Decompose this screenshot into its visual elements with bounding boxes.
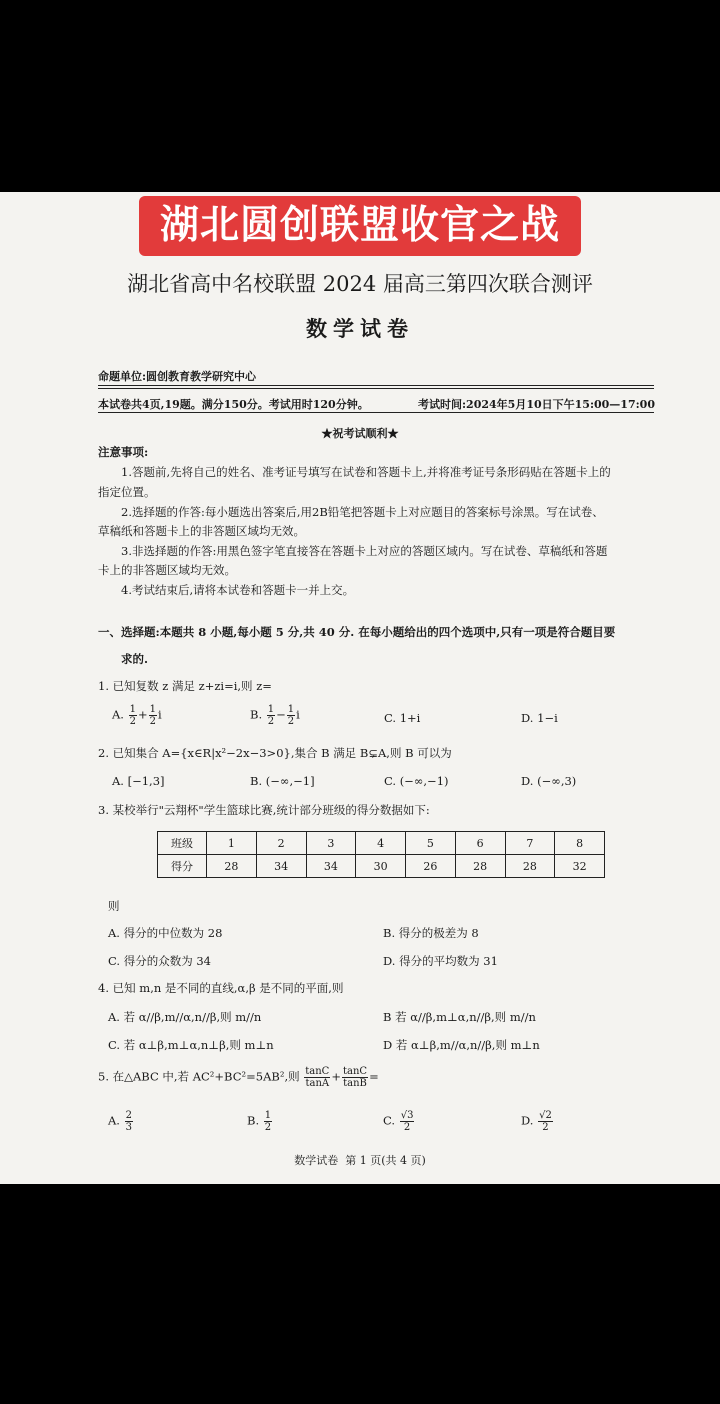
notice-line: 卡上的非答题区域均无效。 (98, 563, 236, 577)
table-cell: 5 (406, 832, 456, 855)
q5-option-b[interactable]: B. $\frac{1}{2}$ (247, 1110, 272, 1133)
table-cell: 6 (455, 832, 505, 855)
divider-top (98, 385, 654, 386)
question-2-stem: 2. 已知集合 A={x∈R|x²−2x−3>0},集合 B 满足 B⊊A,则 B 可以为 (98, 746, 452, 760)
table-cell: 34 (256, 855, 306, 878)
table-row (158, 832, 605, 855)
question-4-stem: 4. 已知 m,n 是不同的直线,α,β 是不同的平面,则 (98, 981, 344, 995)
divider-bottom (98, 412, 654, 413)
q2-option-d[interactable]: D. (−∞,3) (521, 774, 577, 788)
table-cell: 3 (306, 832, 356, 855)
notice-line: 指定位置。 (98, 485, 156, 499)
q5-option-c[interactable]: C. $\frac{√3}{2}$ (383, 1110, 414, 1133)
q3-option-d[interactable]: D. 得分的平均数为 31 (383, 954, 498, 968)
q4-option-d[interactable]: D 若 α⊥β,m//α,n//β,则 m⊥n (383, 1038, 540, 1052)
q2-option-c[interactable]: C. (−∞,−1) (384, 774, 449, 788)
wish-line: ★祝考试顺利★ (321, 427, 399, 440)
table-cell: 班级 (158, 832, 207, 855)
exam-page (0, 192, 720, 1184)
table-cell: 2 (256, 832, 306, 855)
author-unit: 命题单位:圆创教育教学研究中心 (98, 370, 257, 383)
table-cell: 28 (455, 855, 505, 878)
q1-option-c[interactable]: C. 1+i (384, 711, 421, 725)
score-table (157, 831, 605, 878)
notice-line: 1.答题前,先将自己的姓名、准考证号填写在试卷和答题卡上,并将准考证号条形码贴在答题卡上的 (121, 465, 611, 479)
q5-option-a[interactable]: A. $\frac{2}{3}$ (108, 1110, 132, 1133)
q1-option-b[interactable]: B. $\frac{1}{2}$ − $\frac{1}{2}$ i (250, 704, 300, 727)
q3-option-b[interactable]: B. 得分的极差为 8 (383, 926, 479, 940)
table-cell: 1 (207, 832, 257, 855)
table-cell: 34 (306, 855, 356, 878)
subject-title: 数学试卷 (306, 317, 414, 341)
q2-option-b[interactable]: B. (−∞,−1] (250, 774, 315, 788)
q1-option-a[interactable]: A. $\frac{1}{2}$ + $\frac{1}{2}$ i (112, 704, 162, 727)
q1-option-d[interactable]: D. 1−i (521, 711, 558, 725)
section-heading: 一、选择题:本题共 8 小题,每小题 5 分,共 40 分. 在每小题给出的四个选项中,只有一项是符合题目要 (98, 625, 616, 639)
exam-info-left: 本试卷共4页,19题。满分150分。考试用时120分钟。 (98, 398, 369, 411)
table-cell: 28 (207, 855, 257, 878)
question-3-stem: 3. 某校举行"云翔杯"学生篮球比赛,统计部分班级的得分数据如下: (98, 803, 430, 817)
section-heading-cont: 求的. (121, 652, 149, 666)
table-cell: 得分 (158, 855, 207, 878)
notice-heading: 注意事项: (98, 445, 149, 459)
q5-option-d[interactable]: D. $\frac{√2}{2}$ (521, 1110, 552, 1133)
table-cell: 8 (555, 832, 605, 855)
question-5-stem: 5. 在△ABC 中,若 AC²+BC²=5AB²,则 $\frac{\tan C}{\tan A}$ + $\frac{\tan C}{\tan B}$ = (98, 1066, 379, 1089)
page-footer: 数学试卷 第 1 页(共 4 页) (294, 1154, 426, 1167)
q3-then: 则 (108, 899, 120, 913)
notice-line: 3.非选择题的作答:用黑色签字笔直接答在答题卡上对应的答题区域内。写在试卷、草稿纸和答题 (121, 544, 608, 558)
exam-info-right: 考试时间:2024年5月10日下午15:00—17:00 (418, 398, 655, 411)
table-cell: 32 (555, 855, 605, 878)
table-cell: 28 (505, 855, 555, 878)
table-cell: 30 (356, 855, 406, 878)
notice-line: 草稿纸和答题卡上的非答题区域均无效。 (98, 524, 305, 538)
q3-option-a[interactable]: A. 得分的中位数为 28 (108, 926, 223, 940)
notice-line: 4.考试结束后,请将本试卷和答题卡一并上交。 (121, 583, 355, 597)
exam-title: 湖北省高中名校联盟 2024 届高三第四次联合测评 (127, 272, 593, 296)
table-cell: 4 (356, 832, 406, 855)
notice-line: 2.选择题的作答:每小题选出答案后,用2B铅笔把答题卡上对应题目的答案标号涂黑。写在试卷、 (121, 505, 604, 519)
q3-option-c[interactable]: C. 得分的众数为 34 (108, 954, 211, 968)
promo-banner: 湖北圆创联盟收官之战 (139, 196, 581, 256)
question-1-stem: 1. 已知复数 z 满足 z+zi=i,则 z= (98, 679, 272, 693)
table-cell: 7 (505, 832, 555, 855)
q4-option-b[interactable]: B 若 α//β,m⊥α,n//β,则 m//n (383, 1010, 536, 1024)
q4-option-c[interactable]: C. 若 α⊥β,m⊥α,n⊥β,则 m⊥n (108, 1038, 274, 1052)
q2-option-a[interactable]: A. [−1,3] (112, 774, 165, 788)
table-cell: 26 (406, 855, 456, 878)
table-row (158, 855, 605, 878)
divider-top-2 (98, 388, 654, 389)
q4-option-a[interactable]: A. 若 α//β,m//α,n//β,则 m//n (108, 1010, 262, 1024)
